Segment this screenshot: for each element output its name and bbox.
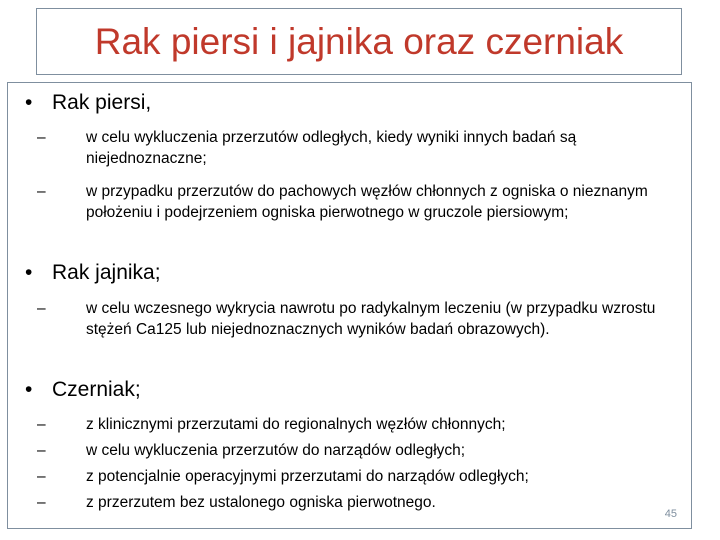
section-heading-label: Rak jajnika;	[52, 261, 161, 284]
section-heading-ovarian	[25, 259, 161, 287]
dash-icon: –	[37, 129, 46, 146]
list-item-text: w celu wykluczenia przerzutów odległych, kiedy wyniki innych badań są niejednoznaczne;	[86, 129, 577, 167]
section-heading-label: Rak piersi,	[52, 91, 152, 114]
dash-icon: –	[37, 468, 46, 485]
list-item-text: w przypadku przerzutów do pachowych węzłów chłonnych z ogniska o nieznanym położeniu i podejrzeniem ogniska pierwotnego w gruczole piersiowym;	[86, 183, 648, 221]
list-item-text: w celu wykluczenia przerzutów do narządów odległych;	[86, 442, 466, 459]
section-heading-melanoma	[25, 376, 141, 404]
dash-icon: –	[37, 494, 46, 511]
list-item-text: w celu wczesnego wykrycia nawrotu po radykalnym leczeniu (w przypadku wzrostu stężeń Ca125 lub niejednoznacznych wyników badań obrazowych).	[86, 300, 656, 338]
bullet-icon: •	[25, 261, 33, 284]
bullet-icon: •	[25, 91, 33, 114]
bullet-icon: •	[25, 378, 33, 401]
slide-title: Rak piersi i jajnika oraz czerniak	[94, 21, 624, 62]
section-heading-breast	[25, 89, 151, 117]
section-heading-label: Czerniak;	[52, 378, 141, 401]
title-frame	[36, 8, 682, 75]
dash-icon: –	[37, 300, 46, 317]
list-item-text: z klinicznymi przerzutami do regionalnych węzłów chłonnych;	[86, 416, 506, 433]
dash-icon: –	[37, 416, 46, 433]
dash-icon: –	[37, 183, 46, 200]
list-item-text: z przerzutem bez ustalonego ogniska pierwotnego.	[86, 494, 436, 511]
list-item-text: z potencjalnie operacyjnymi przerzutami do narządów odległych;	[86, 468, 529, 485]
dash-icon: –	[37, 442, 46, 459]
page-number: 45	[664, 508, 677, 520]
